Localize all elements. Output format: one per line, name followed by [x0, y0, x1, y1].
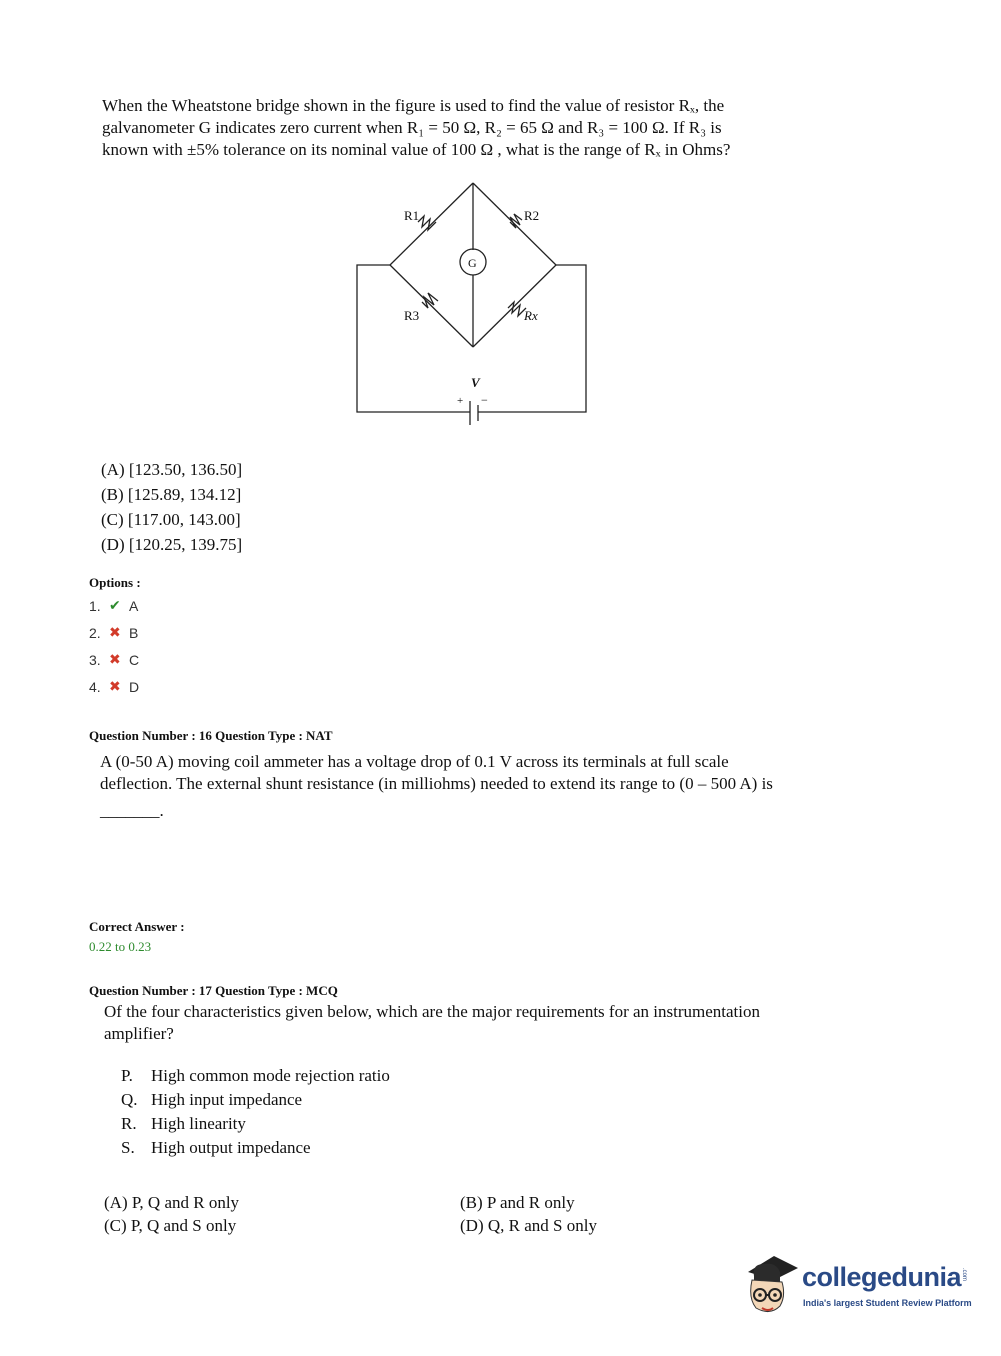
logo-wordmark: collegedunia [802, 1262, 962, 1292]
q17-header: Question Number : 17 Question Type : MCQ [89, 983, 338, 998]
q17-text [104, 1001, 884, 1045]
resistor-r3-zigzag [422, 293, 438, 308]
q17-line-2: amplifier? [104, 1024, 174, 1043]
label-rx: Rx [524, 308, 538, 323]
logo-tagline: India's largest Student Review Platform [803, 1298, 972, 1308]
q17-item-text: High linearity [151, 1114, 246, 1133]
option-letter: D [129, 678, 140, 695]
wheatstone-bridge-figure [340, 175, 610, 440]
mascot-icon [740, 1250, 802, 1320]
q15-line-3: known with ±5% tolerance on its nominal value of 100 Ω , what is the range of Rₓ in Ohms? [102, 140, 731, 159]
q17-item-text: High common mode rejection ratio [151, 1066, 390, 1085]
option-row-4 [89, 673, 139, 700]
q16-line-1: A (0-50 A) moving coil ammeter has a voltage drop of 0.1 V across its terminals at full scale [100, 752, 729, 771]
options-label: Options : [89, 575, 141, 590]
label-r1: R1 [404, 208, 420, 223]
q15-choice-b: (B) [125.89, 134.12] [101, 485, 242, 504]
label-v: V [471, 375, 480, 390]
q17-item-label: Q. [121, 1090, 138, 1109]
label-r3: R3 [404, 308, 420, 323]
cross-icon: ✖ [109, 624, 121, 640]
option-letter: C [129, 651, 140, 668]
option-row-2 [89, 619, 139, 646]
option-number: 3. [89, 651, 101, 668]
q17-item [121, 1064, 390, 1088]
q15-line-1: When the Wheatstone bridge shown in the figure is used to find the value of resistor Rₓ, the [102, 96, 725, 115]
option-number: 1. [89, 597, 101, 614]
q17-choice-a: (A) P, Q and R only [104, 1193, 240, 1212]
bridge-arm-rx [473, 265, 556, 347]
q15-choice-a: (A) [123.50, 136.50] [101, 460, 243, 479]
bridge-arm-r1 [390, 183, 473, 265]
option-row-1 [89, 592, 139, 619]
collegedunia-logo [740, 1250, 980, 1320]
label-r2: R2 [524, 208, 540, 223]
check-icon: ✔ [109, 597, 121, 613]
q17-item-label: P. [121, 1066, 133, 1085]
q16-blank: _______. [100, 801, 164, 820]
option-number: 2. [89, 624, 101, 641]
label-plus: + [457, 395, 464, 407]
q17-item-text: High output impedance [151, 1138, 311, 1157]
options-list [89, 592, 139, 700]
q17-choice-d: (D) Q, R and S only [460, 1216, 597, 1235]
option-row-3 [89, 646, 139, 673]
q15-line-2: galvanometer G indicates zero current when R₁ = 50 Ω, R₂ = 65 Ω and R₃ = 100 Ω. If R₃ is [102, 118, 722, 137]
q17-choice-c: (C) P, Q and S only [104, 1216, 237, 1235]
option-letter: A [129, 597, 139, 614]
label-minus: − [481, 393, 488, 407]
correct-answer-value: 0.22 to 0.23 [89, 939, 152, 954]
q15-choice-d: (D) [120.25, 139.75] [101, 535, 243, 554]
q16-header: Question Number : 16 Question Type : NAT [89, 728, 333, 743]
q15-text [102, 95, 862, 161]
label-g: G [468, 256, 477, 270]
q17-item [121, 1136, 390, 1160]
q15-choices [101, 457, 242, 557]
logo-suffix: .com [961, 1268, 967, 1282]
cross-icon: ✖ [109, 651, 121, 667]
q17-item [121, 1112, 390, 1136]
cross-icon: ✖ [109, 678, 121, 694]
answer-label: Correct Answer : [89, 919, 185, 934]
q17-item-label: R. [121, 1114, 137, 1133]
q17-choice-b: (B) P and R only [460, 1193, 575, 1212]
option-letter: B [129, 624, 139, 641]
q17-line-1: Of the four characteristics given below, which are the major requirements for an instrumentation [104, 1002, 760, 1021]
q17-item-text: High input impedance [151, 1090, 303, 1109]
q17-items [121, 1064, 390, 1160]
option-number: 4. [89, 678, 101, 695]
bridge-arm-r3 [390, 265, 473, 347]
q16-line-2: deflection. The external shunt resistance (in milliohms) needed to extend its range to (0 – 500 A) is [100, 774, 773, 793]
q16-text [100, 751, 880, 795]
q17-item-label: S. [121, 1138, 135, 1157]
q15-choice-c: (C) [117.00, 143.00] [101, 510, 241, 529]
q17-item [121, 1088, 390, 1112]
